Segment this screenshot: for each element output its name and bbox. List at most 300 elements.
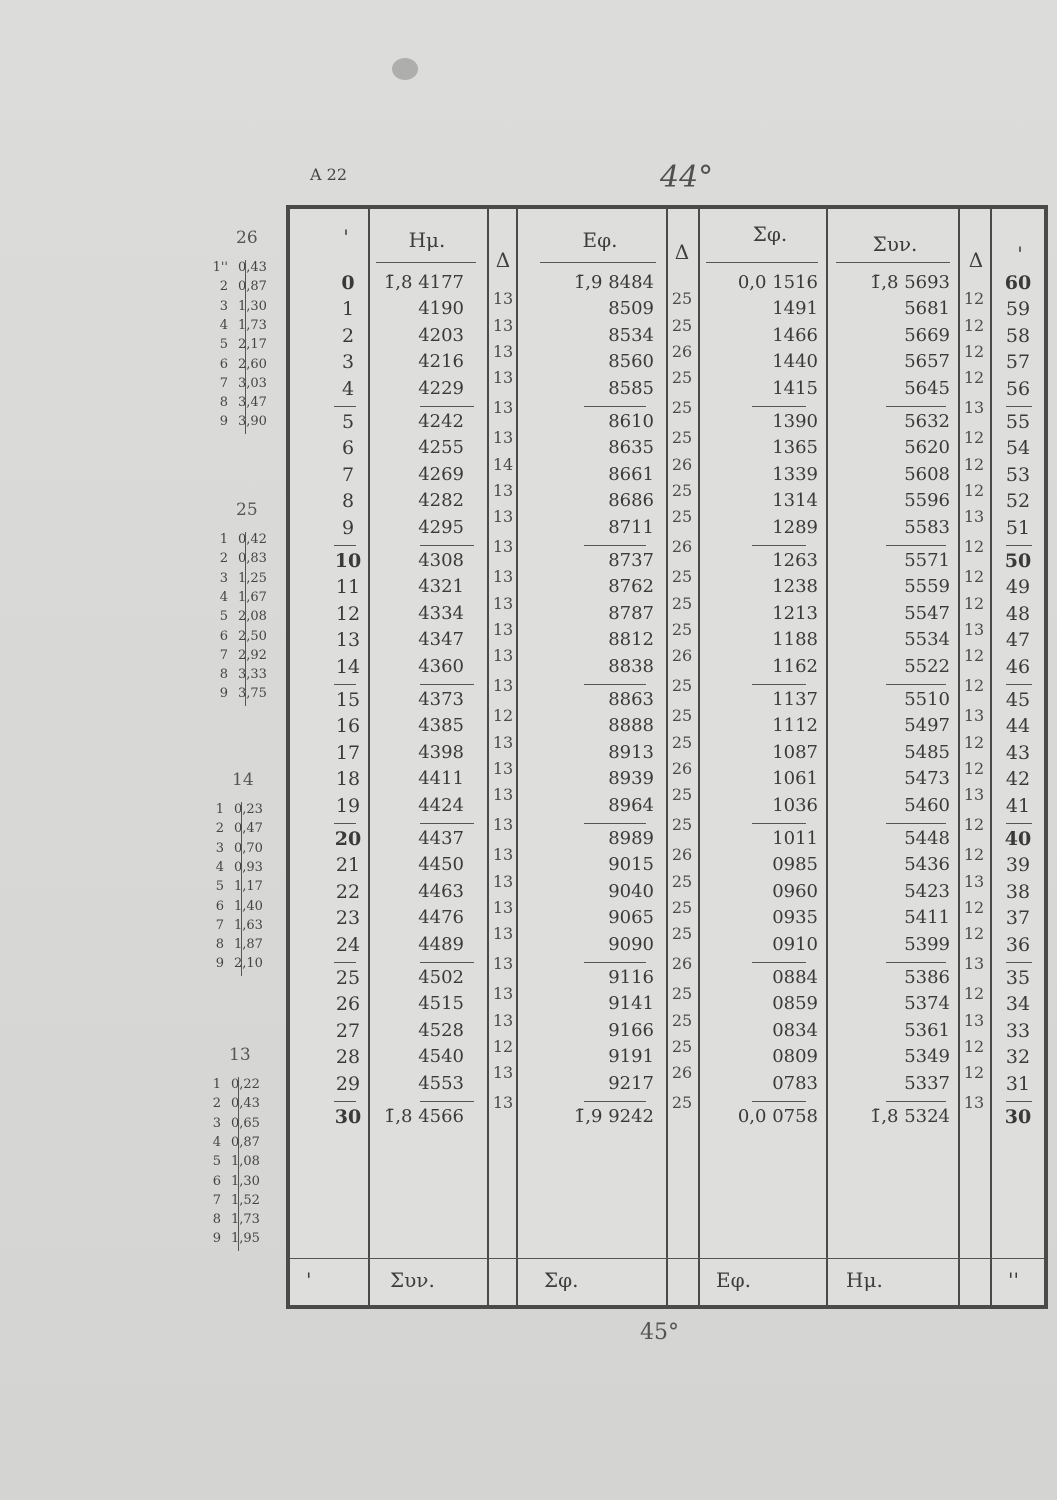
header-cot: Σφ.: [752, 222, 788, 246]
row-minute: 19: [335, 794, 361, 817]
row-sin: 4282: [418, 490, 464, 512]
delta-tan: 25: [671, 984, 693, 1004]
delta-cos: 12: [963, 759, 985, 778]
delta-cos: 12: [963, 537, 985, 557]
row-minute: 4: [341, 377, 355, 400]
delta-sin: 14: [492, 454, 514, 474]
group-separator: [334, 1101, 356, 1102]
row-sin: 4411: [418, 768, 464, 790]
row-tan: 9191: [608, 1046, 654, 1068]
pp-row-index: 9: [212, 1231, 221, 1247]
row-cos: 5411: [904, 907, 950, 929]
group-separator: [752, 823, 806, 824]
pp-row-value: 1,67: [238, 589, 267, 605]
footer-rule: [290, 1258, 1044, 1259]
page-degree-top: 44°: [660, 160, 714, 195]
row-sin: 4216: [418, 351, 464, 373]
pp-row-index: 5: [215, 879, 224, 895]
group-separator: [886, 1101, 946, 1102]
delta-cos: 13: [963, 871, 985, 891]
pp-row-value: 3,47: [238, 395, 267, 411]
row-minute-right: 56: [1005, 377, 1031, 400]
row-minute: 1: [341, 298, 355, 321]
row-sin: 4190: [418, 298, 464, 320]
delta-cos: 12: [963, 593, 985, 613]
header-tan: Εφ.: [582, 228, 618, 252]
pp-row-value: 2,17: [238, 337, 267, 353]
pp-row-value: 2,10: [234, 956, 263, 972]
row-cot: 1339: [772, 463, 818, 485]
row-sin: 4515: [418, 993, 464, 1015]
delta-sin: 13: [492, 593, 514, 613]
row-sin: 4334: [418, 602, 464, 624]
row-sin: 4308: [418, 550, 464, 571]
row-cos: 5399: [904, 933, 950, 955]
row-minute: 28: [335, 1046, 361, 1069]
row-cot: 1491: [772, 298, 818, 320]
group-separator: [886, 962, 946, 963]
row-tan: 8964: [608, 794, 654, 816]
row-tan: 9065: [608, 907, 654, 929]
row-sin: 4242: [418, 411, 464, 432]
row-cot: 1036: [772, 794, 818, 816]
row-cos: 5657: [904, 351, 950, 373]
row-minute-right: 51: [1005, 516, 1031, 539]
group-separator: [420, 406, 474, 407]
delta-sin: 13: [492, 815, 514, 835]
pp-row-index: 1: [215, 802, 224, 817]
delta-cos: 12: [963, 481, 985, 500]
row-cot: 1011: [772, 828, 818, 849]
delta-tan: 26: [671, 454, 693, 474]
group-separator: [1006, 684, 1032, 685]
pp-row-value: 1,30: [238, 298, 267, 314]
row-minute: 12: [335, 602, 361, 625]
delta-sin: 13: [492, 507, 514, 527]
delta-tan: 26: [671, 646, 693, 666]
delta-tan: 25: [671, 593, 693, 613]
delta-cos: 12: [963, 342, 985, 361]
delta-tan: 25: [671, 507, 693, 527]
pp-row-value: 0,65: [231, 1115, 260, 1131]
row-minute: 16: [335, 715, 361, 738]
row-cot: 1112: [772, 715, 818, 737]
delta-sin: 13: [492, 315, 514, 335]
row-tan: 8610: [608, 411, 654, 432]
delta-cos: 12: [963, 732, 985, 752]
header-underline: [376, 262, 476, 263]
row-cot: 1137: [772, 689, 818, 710]
row-sin: 1̄,8 4566: [383, 1106, 464, 1127]
row-minute: 22: [335, 880, 361, 903]
delta-sin: 13: [492, 759, 514, 778]
pp-row-index: 5: [212, 1154, 221, 1170]
pp-row-index: 9: [215, 956, 224, 972]
column-divider: [698, 205, 700, 1309]
delta-cos: 12: [963, 898, 985, 917]
row-sin: 4476: [418, 907, 464, 929]
pp-row-value: 1,30: [231, 1173, 260, 1189]
delta-cos: 12: [963, 567, 985, 587]
group-separator: [1006, 823, 1032, 824]
pp-row-value: 2,92: [238, 647, 267, 663]
group-separator: [584, 823, 646, 824]
delta-tan: 25: [671, 706, 693, 726]
group-separator: [886, 684, 946, 685]
delta-tan: 26: [671, 954, 693, 974]
row-tan: 8661: [608, 463, 654, 485]
row-minute: 14: [335, 655, 361, 678]
delta-sin: 13: [492, 368, 514, 388]
delta-tan: 25: [671, 1037, 693, 1056]
pp-row-index: 4: [219, 589, 228, 605]
row-cos: 5473: [904, 768, 950, 790]
delta-sin: 13: [492, 845, 514, 865]
row-minute-right: 33: [1005, 1019, 1031, 1042]
delta-cos: 13: [963, 1010, 985, 1030]
header-underline: [540, 262, 656, 263]
delta-sin: 13: [492, 871, 514, 891]
delta-cos: 13: [963, 1093, 985, 1113]
row-minute-right: 41: [1005, 794, 1031, 817]
delta-cos: 12: [963, 289, 985, 309]
row-minute-right: 47: [1005, 629, 1031, 652]
delta-cos: 12: [963, 815, 985, 835]
pp-table-title: 25: [236, 500, 258, 520]
pp-table-title: 13: [229, 1045, 251, 1065]
footer-cos: Συν.: [390, 1268, 435, 1292]
pp-row-value: 3,33: [238, 667, 267, 683]
row-minute: 15: [335, 689, 361, 711]
pp-row-index: 3: [219, 298, 228, 314]
row-minute: 26: [335, 993, 361, 1016]
row-tan: 8989: [608, 828, 654, 849]
header-underline: [836, 262, 950, 263]
delta-cos: 12: [963, 368, 985, 388]
row-cos: 5583: [904, 516, 950, 538]
row-minute: 7: [341, 463, 355, 486]
delta-cos: 12: [963, 984, 985, 1004]
delta-sin: 13: [492, 398, 514, 418]
row-cos: 5386: [904, 967, 950, 988]
pp-row-value: 0,87: [231, 1134, 260, 1150]
row-minute-right: 38: [1005, 880, 1031, 903]
row-minute-right: 55: [1005, 411, 1031, 433]
pp-row-index: 6: [212, 1173, 221, 1189]
row-cot: 0,0 0758: [737, 1106, 818, 1127]
row-tan: 9217: [608, 1072, 654, 1094]
footer-minutes-right: '': [1008, 1268, 1019, 1292]
row-cos: 5510: [904, 689, 950, 710]
pp-row-index: 3: [215, 840, 224, 856]
row-tan: 8787: [608, 602, 654, 624]
footer-tan: Εφ.: [716, 1268, 751, 1292]
pp-row-value: 0,83: [238, 551, 267, 567]
pp-table-title: 14: [232, 770, 254, 790]
row-minute-right: 39: [1005, 854, 1031, 877]
row-minute: 6: [341, 437, 355, 460]
row-minute-right: 30: [1004, 1106, 1032, 1128]
group-separator: [334, 823, 356, 824]
row-sin: 4203: [418, 324, 464, 346]
group-separator: [584, 1101, 646, 1102]
row-cos: 5423: [904, 880, 950, 902]
row-cos: 5669: [904, 324, 950, 346]
pp-row-value: 1,95: [231, 1231, 260, 1247]
row-minute: 24: [335, 933, 361, 956]
row-cos: 5608: [904, 463, 950, 485]
group-separator: [584, 962, 646, 963]
row-tan: 9166: [608, 1019, 654, 1041]
pp-row-index: 7: [219, 375, 228, 391]
delta-tan: 25: [671, 315, 693, 335]
row-sin: 4360: [418, 655, 464, 677]
pp-row-value: 2,50: [238, 628, 267, 644]
group-separator: [752, 1101, 806, 1102]
row-cos: 5485: [904, 741, 950, 763]
pp-row-value: 0,23: [234, 802, 263, 817]
delta-cos: 12: [963, 845, 985, 865]
pp-row-index: 8: [219, 395, 228, 411]
row-minute-right: 58: [1005, 324, 1031, 347]
group-separator: [752, 962, 806, 963]
pp-row-index: 2: [219, 551, 228, 567]
delta-sin: 13: [492, 342, 514, 361]
row-minute: 20: [334, 828, 362, 850]
pp-row-value: 1,87: [234, 937, 263, 953]
delta-sin: 13: [492, 1093, 514, 1113]
row-cos: 5522: [904, 655, 950, 677]
row-cot: 1390: [772, 411, 818, 432]
row-cot: 1365: [772, 437, 818, 459]
row-cot: 1263: [772, 550, 818, 571]
row-minute: 0: [341, 272, 355, 294]
delta-tan: 25: [671, 785, 693, 805]
pp-row-value: 0,22: [231, 1077, 260, 1092]
pp-row-index: 8: [212, 1212, 221, 1228]
delta-tan: 25: [671, 676, 693, 696]
delta-tan: 25: [671, 567, 693, 587]
delta-tan: 26: [671, 1063, 693, 1083]
pp-row-index: 7: [219, 647, 228, 663]
delta-sin: 13: [492, 924, 514, 944]
delta-cos: 12: [963, 1037, 985, 1056]
row-cos: 5681: [904, 298, 950, 320]
delta-tan: 25: [671, 1093, 693, 1113]
row-minute-right: 59: [1005, 298, 1031, 321]
row-cos: 5460: [904, 794, 950, 816]
row-cot: 1061: [772, 768, 818, 790]
row-minute-right: 40: [1004, 828, 1032, 850]
row-sin: 4424: [418, 794, 464, 816]
pp-table-title: 26: [236, 228, 258, 248]
group-separator: [420, 545, 474, 546]
pp-row-value: 0,93: [234, 859, 263, 875]
group-separator: [584, 545, 646, 546]
delta-sin: 13: [492, 898, 514, 917]
group-separator: [886, 406, 946, 407]
row-minute-right: 32: [1005, 1046, 1031, 1069]
pp-row-index: 1'': [212, 260, 228, 275]
pp-row-index: 7: [212, 1192, 221, 1208]
row-tan: 8913: [608, 741, 654, 763]
delta-cos: 12: [963, 646, 985, 666]
delta-tan: 26: [671, 342, 693, 361]
pp-row-value: 1,40: [234, 898, 263, 914]
row-minute-right: 44: [1005, 715, 1031, 738]
delta-tan: 25: [671, 924, 693, 944]
row-tan: 9141: [608, 993, 654, 1015]
delta-sin: 13: [492, 1010, 514, 1030]
row-cot: 0809: [772, 1046, 818, 1068]
delta-tan: 25: [671, 1010, 693, 1030]
row-cot: 0884: [772, 967, 818, 988]
header-minutes: ': [343, 225, 349, 249]
row-cos: 5361: [904, 1019, 950, 1041]
pp-row-index: 4: [219, 317, 228, 333]
row-minute: 5: [341, 411, 355, 433]
pp-row-value: 0,43: [231, 1096, 260, 1112]
footer-cot: Σφ.: [544, 1268, 579, 1292]
row-cos: 5632: [904, 411, 950, 432]
page-code: A 22: [310, 165, 347, 184]
group-separator: [334, 406, 356, 407]
row-minute-right: 43: [1005, 741, 1031, 764]
delta-cos: 13: [963, 954, 985, 974]
row-tan: 8509: [608, 298, 654, 320]
row-cos: 5497: [904, 715, 950, 737]
footer-sin: Ημ.: [846, 1268, 883, 1292]
group-separator: [752, 406, 806, 407]
delta-cos: 12: [963, 454, 985, 474]
group-separator: [1006, 962, 1032, 963]
row-cot: 1188: [772, 629, 818, 651]
group-separator: [334, 684, 356, 685]
group-separator: [752, 684, 806, 685]
row-tan: 9015: [608, 854, 654, 876]
row-minute-right: 46: [1005, 655, 1031, 678]
delta-sin: 13: [492, 646, 514, 666]
pp-row-value: 3,03: [238, 375, 267, 391]
row-tan: 8762: [608, 576, 654, 598]
delta-sin: 13: [492, 567, 514, 587]
pp-row-value: 0,70: [234, 840, 263, 856]
row-cot: 1415: [772, 377, 818, 399]
pp-row-value: 1,17: [234, 879, 263, 895]
row-cot: 0910: [772, 933, 818, 955]
row-sin: 4229: [418, 377, 464, 399]
delta-cos: 12: [963, 924, 985, 944]
row-tan: 1̄,9 8484: [573, 272, 654, 293]
delta-tan: 25: [671, 398, 693, 418]
row-minute-right: 50: [1004, 550, 1032, 572]
row-sin: 4553: [418, 1072, 464, 1094]
pp-row-index: 3: [212, 1115, 221, 1131]
pp-row-value: 0,47: [234, 821, 263, 837]
row-minute-right: 36: [1005, 933, 1031, 956]
row-cot: 1466: [772, 324, 818, 346]
row-tan: 8686: [608, 490, 654, 512]
row-tan: 9040: [608, 880, 654, 902]
delta-cos: 13: [963, 785, 985, 805]
row-minute-right: 48: [1005, 602, 1031, 625]
row-cos: 5349: [904, 1046, 950, 1068]
group-separator: [584, 684, 646, 685]
row-cos: 1̄,8 5324: [869, 1106, 950, 1127]
pp-row-index: 2: [212, 1096, 221, 1112]
pp-row-value: 0,43: [238, 260, 267, 275]
delta-cos: 12: [963, 428, 985, 448]
header-delta-2: Δ: [674, 240, 690, 264]
column-divider: [990, 205, 992, 1309]
group-separator: [1006, 406, 1032, 407]
row-tan: 8585: [608, 377, 654, 399]
header-minutes-right: ': [1017, 242, 1023, 266]
pp-row-index: 2: [219, 279, 228, 295]
pp-row-value: 1,63: [234, 917, 263, 933]
row-sin: 4269: [418, 463, 464, 485]
row-tan: 8863: [608, 689, 654, 710]
delta-sin: 13: [492, 1063, 514, 1083]
row-cos: 5448: [904, 828, 950, 849]
row-minute: 30: [334, 1106, 362, 1128]
pp-row-index: 6: [215, 898, 224, 914]
delta-sin: 12: [492, 706, 514, 726]
group-separator: [420, 1101, 474, 1102]
row-sin: 4463: [418, 880, 464, 902]
row-sin: 4528: [418, 1019, 464, 1041]
delta-tan: 25: [671, 815, 693, 835]
row-sin: 4385: [418, 715, 464, 737]
row-tan: 8560: [608, 351, 654, 373]
row-cos: 5374: [904, 993, 950, 1015]
row-tan: 9090: [608, 933, 654, 955]
row-cot: 0783: [772, 1072, 818, 1094]
row-tan: 8534: [608, 324, 654, 346]
delta-tan: 25: [671, 368, 693, 388]
delta-tan: 25: [671, 620, 693, 639]
delta-cos: 13: [963, 620, 985, 639]
row-cos: 5620: [904, 437, 950, 459]
pp-row-value: 1,73: [238, 317, 267, 333]
row-minute: 21: [335, 854, 361, 877]
row-tan: 8635: [608, 437, 654, 459]
row-cot: 0935: [772, 907, 818, 929]
row-minute: 18: [335, 768, 361, 791]
row-minute-right: 52: [1005, 490, 1031, 513]
pp-row-value: 3,75: [238, 686, 267, 702]
delta-cos: 13: [963, 507, 985, 527]
row-minute: 11: [335, 576, 361, 599]
row-minute: 27: [335, 1019, 361, 1042]
row-cot: 1289: [772, 516, 818, 538]
page-degree-bottom: 45°: [640, 1320, 679, 1345]
pp-row-value: 1,73: [231, 1212, 260, 1228]
pp-row-index: 9: [219, 686, 228, 702]
row-cot: 0834: [772, 1019, 818, 1041]
row-minute: 10: [334, 550, 362, 572]
row-minute-right: 54: [1005, 437, 1031, 460]
row-minute-right: 49: [1005, 576, 1031, 599]
row-cos: 5436: [904, 854, 950, 876]
row-minute: 13: [335, 629, 361, 652]
row-cot: 0859: [772, 993, 818, 1015]
delta-sin: 13: [492, 785, 514, 805]
delta-sin: 13: [492, 428, 514, 448]
pp-row-index: 8: [219, 667, 228, 683]
pp-row-index: 1: [219, 532, 228, 547]
delta-sin: 13: [492, 620, 514, 639]
